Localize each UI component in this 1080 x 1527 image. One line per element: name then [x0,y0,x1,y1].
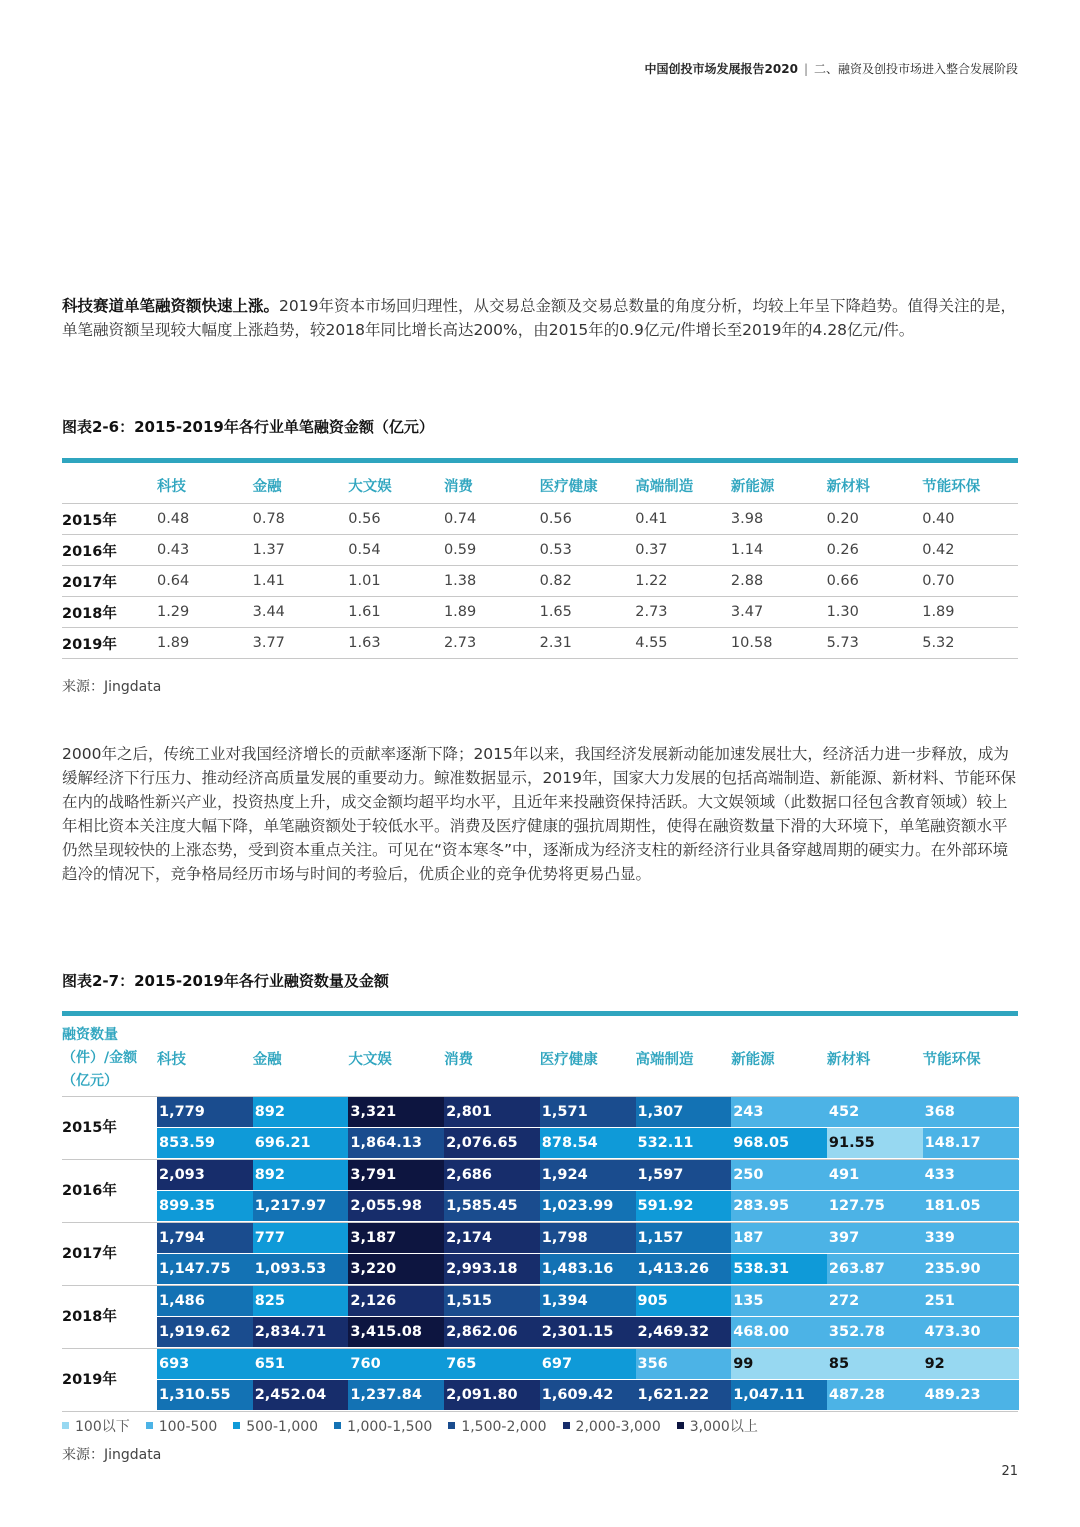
table-row [62,504,1018,535]
table-cell: 0.78 [253,504,349,535]
table-cell: 0.70 [922,566,1018,597]
heatmap-year-label: 2018年 [62,1309,117,1325]
heatmap-column-header: 新材料 [826,1052,871,1068]
legend-item [677,1416,758,1436]
heatmap-amount-cell: 1,609.42 [540,1380,636,1410]
legend-item [146,1419,218,1435]
heatmap-column-header: 高端制造 [635,1052,694,1068]
table-cell: 5.73 [827,628,923,659]
heatmap-count-cell: 251 [923,1286,1019,1316]
table-cell: 0.54 [348,535,444,566]
heatmap-count-cell: 2,686 [444,1160,540,1190]
heatmap-amount-cell: 696.21 [253,1128,349,1158]
legend-item [233,1419,318,1435]
table-cell: 1.65 [540,597,636,628]
table-cell: 0.20 [827,504,923,535]
table-cell: 0.42 [922,535,1018,566]
heatmap-grid [62,1096,1018,1412]
table-cell: 0.82 [540,566,636,597]
heatmap-count-cell: 1,794 [157,1223,253,1253]
heatmap-amount-cell: 2,452.04 [253,1380,349,1410]
heatmap-amount-cell: 538.31 [731,1254,827,1284]
table-cell: 0.40 [922,504,1018,535]
heatmap-column-header: 新能源 [731,1052,775,1068]
heatmap-legend [62,1416,774,1436]
heatmap-year-block [62,1159,1018,1222]
heatmap-count-cell: 777 [253,1223,349,1253]
heatmap-amount-cell: 1,147.75 [157,1254,253,1284]
table-row [62,535,1018,566]
heatmap-count-cell: 433 [923,1160,1019,1190]
table-cell: 1.38 [444,566,540,597]
heatmap-count-cell: 1,779 [157,1097,253,1127]
heatmap-count-cell: 135 [731,1286,827,1316]
heatmap-year-label: 2019年 [62,1372,117,1388]
heatmap-amount-cell: 1,093.53 [253,1254,349,1284]
heatmap-amount-cell: 968.05 [731,1128,827,1158]
heatmap-amount-cell: 1,919.62 [157,1317,253,1347]
heatmap-count-cell: 905 [636,1286,732,1316]
heatmap-count-cell: 1,394 [540,1286,636,1316]
legend-swatch [563,1422,570,1429]
table-cell: 10.58 [731,628,827,659]
row-year: 2017年 [62,566,157,597]
table-cell: 0.56 [348,504,444,535]
heatmap-amount-cell: 2,862.06 [444,1317,540,1347]
legend-label: 2,000-3,000 [575,1419,661,1435]
corner-line: （件）/金额 [62,1050,138,1066]
legend-swatch [233,1422,240,1429]
table-cell: 2.73 [444,628,540,659]
heatmap-amount-cell: 283.95 [731,1191,827,1221]
legend-item [448,1419,546,1435]
table-cell: 0.43 [157,535,253,566]
table-cell: 1.14 [731,535,827,566]
table-cell: 0.26 [827,535,923,566]
table-cell: 0.41 [635,504,731,535]
table-row [62,628,1018,659]
heatmap-count-cell: 397 [827,1223,923,1253]
table-row [62,566,1018,597]
heatmap-amount-cell: 1,217.97 [253,1191,349,1221]
table-cell: 2.88 [731,566,827,597]
table-cell: 2.31 [540,628,636,659]
table-cell: 1.29 [157,597,253,628]
figure-2-6-source: 来源：Jingdata [62,679,162,695]
heatmap-count-cell: 272 [827,1286,923,1316]
heatmap-amount-cell: 473.30 [923,1317,1019,1347]
heatmap-count-cell: 1,307 [636,1097,732,1127]
heatmap-count-cell: 2,174 [444,1223,540,1253]
figure-2-6-rule [62,458,1018,463]
legend-label: 500-1,000 [246,1419,319,1435]
row-year: 2015年 [62,504,157,535]
heatmap-corner-label [62,1024,157,1093]
heatmap-amount-cell: 235.90 [923,1254,1019,1284]
table-cell: 1.89 [157,628,253,659]
table-cell: 1.30 [827,597,923,628]
table-cell: 1.61 [348,597,444,628]
intro-lead: 科技赛道单笔融资额快速上涨。 [62,297,280,315]
table-cell: 1.41 [253,566,349,597]
heatmap-amount-cell: 853.59 [157,1128,253,1158]
heatmap-count-cell: 1,597 [636,1160,732,1190]
heatmap-count-cell: 250 [731,1160,827,1190]
header-separator: | [803,62,808,76]
heatmap-amount-cell: 2,469.32 [636,1317,732,1347]
row-year: 2016年 [62,535,157,566]
intro-text: 2019年资本市场回归理性，从交易总金额及交易总数量的角度分析，均较上年呈下降趋势。值得关注的是，单笔融资额呈现较大幅度上涨趋势，较2018年同比增长高达200%，由2015年的0.9亿元/件增长至2019年的4.28亿元/件。 [62,297,1016,339]
heatmap-count-cell: 1,515 [444,1286,540,1316]
heatmap-amount-cell: 532.11 [636,1128,732,1158]
heatmap-amount-cell: 263.87 [827,1254,923,1284]
heatmap-count-cell: 99 [731,1349,827,1379]
heatmap-amount-cell: 2,301.15 [540,1317,636,1347]
heatmap-amount-cell: 2,993.18 [444,1254,540,1284]
table-row [62,597,1018,628]
page-number: 21 [1001,1464,1018,1479]
table-cell: 0.48 [157,504,253,535]
report-title: 中国创投市场发展报告2020 [644,62,798,76]
heatmap-amount-cell: 2,834.71 [253,1317,349,1347]
table-cell: 3.47 [731,597,827,628]
table-cell: 1.63 [348,628,444,659]
heatmap-header [62,1024,1018,1092]
table-cell: 1.37 [253,535,349,566]
table-cell: 1.89 [922,597,1018,628]
row-year: 2018年 [62,597,157,628]
heatmap-count-cell: 1,571 [540,1097,636,1127]
heatmap-count-cell: 1,924 [540,1160,636,1190]
heatmap-count-cell: 1,798 [540,1223,636,1253]
table-cell: 0.59 [444,535,540,566]
heatmap-amount-cell: 1,047.11 [731,1380,827,1410]
column-header: 医疗健康 [539,479,598,495]
heatmap-column-header: 医疗健康 [539,1052,598,1068]
heatmap-amount-cell: 3,220 [348,1254,444,1284]
heatmap-amount-cell: 1,621.22 [636,1380,732,1410]
heatmap-count-cell: 356 [636,1349,732,1379]
heatmap-count-cell: 368 [923,1097,1019,1127]
row-year: 2019年 [62,628,157,659]
table-cell: 0.74 [444,504,540,535]
heatmap-amount-cell: 878.54 [540,1128,636,1158]
heatmap-column-header: 大文娱 [348,1052,392,1068]
figure-2-6-title: 图表2-6：2015-2019年各行业单笔融资金额（亿元） [62,418,434,436]
column-header: 科技 [156,479,186,495]
table-header-row [62,468,1018,504]
heatmap-count-cell: 3,791 [348,1160,444,1190]
section-title: 二、融资及创投市场进入整合发展阶段 [813,62,1018,76]
legend-swatch [677,1422,684,1429]
heatmap-year-label: 2017年 [62,1246,117,1262]
heatmap-count-cell: 892 [253,1097,349,1127]
heatmap-amount-cell: 2,076.65 [444,1128,540,1158]
table-cell: 1.22 [635,566,731,597]
heatmap-amount-cell: 2,091.80 [444,1380,540,1410]
table-cell: 2.73 [635,597,731,628]
heatmap-amount-cell: 127.75 [827,1191,923,1221]
heatmap-count-cell: 760 [348,1349,444,1379]
table-cell: 0.53 [540,535,636,566]
column-header: 大文娱 [348,479,392,495]
heatmap-year-block [62,1285,1018,1348]
table-cell: 0.56 [540,504,636,535]
legend-label: 1,500-2,000 [461,1419,547,1435]
heatmap-amount-cell: 487.28 [827,1380,923,1410]
legend-item [334,1419,432,1435]
heatmap-amount-cell: 489.23 [923,1380,1019,1410]
heatmap-amount-cell: 2,055.98 [348,1191,444,1221]
heatmap-amount-cell: 148.17 [923,1128,1019,1158]
intro-paragraph [62,294,1020,342]
table-cell: 3.44 [253,597,349,628]
heatmap-count-cell: 187 [731,1223,827,1253]
legend-label: 100-500 [158,1419,218,1435]
heatmap-count-cell: 825 [253,1286,349,1316]
heatmap-amount-cell: 1,483.16 [540,1254,636,1284]
heatmap-count-cell: 2,801 [444,1097,540,1127]
heatmap-count-cell: 1,157 [636,1223,732,1253]
heatmap-amount-cell: 181.05 [923,1191,1019,1221]
heatmap-amount-cell: 1,237.84 [348,1380,444,1410]
heatmap-column-header: 科技 [157,1052,186,1068]
table-cell: 0.66 [827,566,923,597]
heatmap-count-cell: 892 [253,1160,349,1190]
heatmap-amount-cell: 1,023.99 [540,1191,636,1221]
figure-2-7-title: 图表2-7：2015-2019年各行业融资数量及金额 [62,972,389,990]
table-cell: 5.32 [922,628,1018,659]
legend-swatch [334,1422,341,1429]
heatmap-column-header: 金融 [252,1052,282,1068]
column-header: 金融 [252,479,282,495]
figure-2-6-table [62,468,1018,659]
heatmap-count-cell: 339 [923,1223,1019,1253]
heatmap-year-block [62,1222,1018,1285]
legend-swatch [146,1422,153,1429]
table-cell: 4.55 [635,628,731,659]
figure-2-7-source: 来源：Jingdata [62,1447,162,1463]
table-cell: 1.01 [348,566,444,597]
heatmap-count-cell: 243 [731,1097,827,1127]
heatmap-year-label: 2016年 [62,1183,117,1199]
heatmap-column-header: 消费 [444,1052,474,1068]
heatmap-count-cell: 452 [827,1097,923,1127]
table-cell: 0.64 [157,566,253,597]
corner-cell [62,468,157,504]
heatmap-year-block [62,1096,1018,1159]
column-header: 节能环保 [922,479,981,495]
heatmap-year-block [62,1348,1018,1412]
analysis-paragraph: 2000年之后，传统工业对我国经济增长的贡献率逐渐下降；2015年以来，我国经济发展新动能加速发展壮大，经济活力进一步释放，成为缓解经济下行压力、推动经济高质量发展的重要动力。鲸准数据显示，2019年，国家大力发展的包括高端制造、新能源、新材料、节能环保在内的战略性新兴产业，投资热度上升，成交金额均超平均水平，且近年来投融资保持活跃。大文娱领域（此数据口径包含教育领域）较上年相比资本关注度大幅下降，单笔融资额处于较低水平。消费及医疗健康的强抗周期性，使得在融资数量下滑的大环境下，单笔融资额水平仍然呈现较快的上涨态势，受到资本重点关注。可见在“资本寒冬”中，逐渐成为经济支柱的新经济行业具备穿越周期的硬实力。在外部环境趋冷的情况下，竞争格局经历市场与时间的考验后，优质企业的竞争优势将更易凸显。 [62,745,1016,883]
legend-label: 3,000以上 [689,1419,758,1435]
heatmap-amount-cell: 1,413.26 [636,1254,732,1284]
legend-swatch [62,1422,69,1429]
column-header: 消费 [443,479,473,495]
corner-line: 融资数量 [62,1027,118,1043]
heatmap-count-cell: 491 [827,1160,923,1190]
heatmap-count-cell: 3,187 [348,1223,444,1253]
heatmap-count-cell: 765 [444,1349,540,1379]
heatmap-count-cell: 92 [923,1349,1019,1379]
heatmap-count-cell: 85 [827,1349,923,1379]
legend-item [563,1419,661,1435]
heatmap-amount-cell: 591.92 [636,1191,732,1221]
heatmap-count-cell: 3,321 [348,1097,444,1127]
heatmap-count-cell: 1,486 [157,1286,253,1316]
legend-item [62,1416,130,1436]
column-header: 新材料 [826,479,871,495]
column-header: 高端制造 [635,479,694,495]
heatmap-amount-cell: 91.55 [827,1128,923,1158]
heatmap-amount-cell: 1,864.13 [348,1128,444,1158]
heatmap-amount-cell: 1,310.55 [157,1380,253,1410]
heatmap-count-cell: 2,126 [348,1286,444,1316]
corner-line: （亿元） [62,1073,118,1089]
heatmap-count-cell: 2,093 [157,1160,253,1190]
heatmap-amount-cell: 3,415.08 [348,1317,444,1347]
heatmap-year-label: 2015年 [62,1120,117,1136]
heatmap-amount-cell: 899.35 [157,1191,253,1221]
legend-label: 100以下 [75,1419,130,1435]
heatmap-amount-cell: 352.78 [827,1317,923,1347]
figure-2-7-rule [62,1011,1018,1016]
legend-label: 1,000-1,500 [347,1419,433,1435]
heatmap-count-cell: 693 [157,1349,253,1379]
heatmap-count-cell: 651 [253,1349,349,1379]
running-header [645,60,1018,77]
table-cell: 1.89 [444,597,540,628]
table-cell: 3.77 [253,628,349,659]
table-cell: 3.98 [731,504,827,535]
legend-swatch [448,1422,455,1429]
column-header: 新能源 [730,479,775,495]
heatmap-count-cell: 697 [540,1349,636,1379]
heatmap-column-header: 节能环保 [922,1052,981,1068]
table-cell: 0.37 [635,535,731,566]
heatmap-amount-cell: 1,585.45 [444,1191,540,1221]
heatmap-amount-cell: 468.00 [731,1317,827,1347]
